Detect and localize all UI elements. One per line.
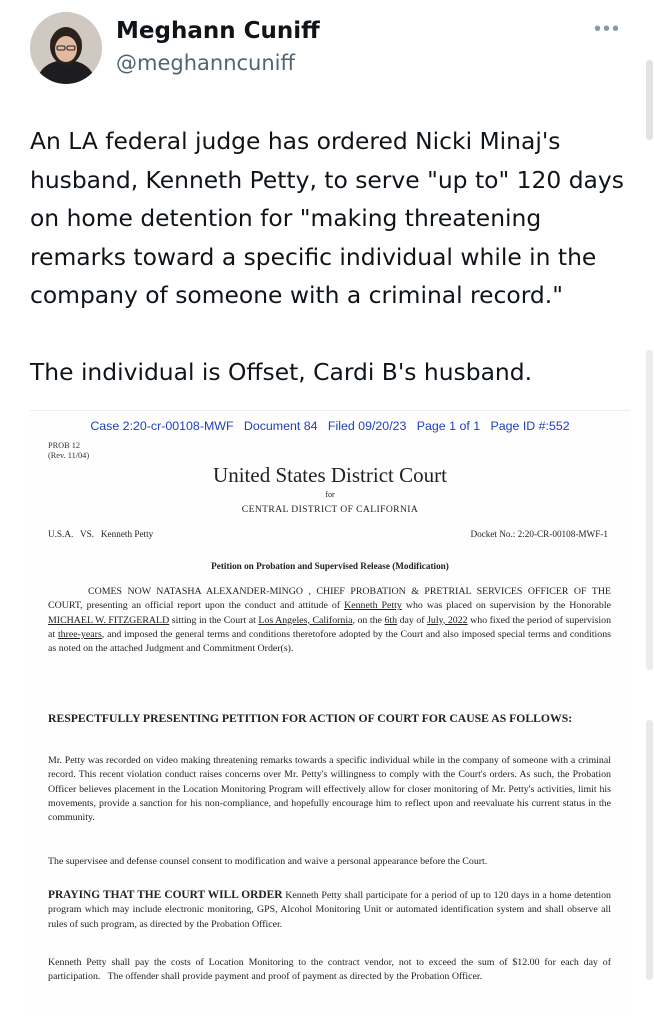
form-code xyxy=(48,441,89,461)
court-title: United States District Court xyxy=(213,463,447,487)
prob-rev: (Rev. 11/04) xyxy=(48,451,90,460)
consent-paragraph: The supervisee and defense counsel consent to modification and waive a personal appearance before the Court. xyxy=(48,856,488,867)
parties: U.S.A. VS. Kenneth Petty xyxy=(48,529,154,539)
author-handle[interactable]: @meghanncuniff xyxy=(116,51,295,75)
order-paragraph: PRAYING THAT THE COURT WILL ORDER Kenneth Petty shall participate for a period of up to 120 days in a home detention program which may include electronic monitoring, GPS, Alcohol Monitoring Unit or automated identification system and shall observe all rules of such program, as directed by the Probation Officer. xyxy=(48,889,611,930)
scroll-edge xyxy=(640,0,654,1024)
tweet-text xyxy=(30,122,630,392)
intro-paragraph: COMES NOW NATASHA ALEXANDER-MINGO , CHIEF PROBATION & PRETRIAL SERVICES OFFICER OF THE COURT, presenting an official report upon the conduct and attitude of Kenneth Petty who was placed on supervision by the Honorable MICHAEL W. FITZGERALD sitting in the Court at Los Angeles, California, on the 6th day of July, 2022 who fixed the period of supervision at three-years, and imposed the general terms and conditions theretofore adopted by the Court and also imposed special terms and conditions as noted on the attached Judgment and Commitment Order(s). xyxy=(48,586,612,655)
tweet-paragraph: An LA federal judge has ordered Nicki Minaj's husband, Kenneth Petty, to serve "up to" 120 days on home detention for "making threatening remarks toward a specific individual while in the company of someone with a criminal record." xyxy=(30,127,624,310)
case-header: Case 2:20-cr-00108-MWF Document 84 Filed 09/20/23 Page 1 of 1 Page ID #:552 xyxy=(90,419,570,433)
costs-paragraph: Kenneth Petty shall pay the costs of Location Monitoring to the contract vendor, not to exceed the sum of $12.00 for each day of participation. The offender shall provide payment and proof of payment as directed by the Probation Officer. xyxy=(48,957,614,983)
prob-code: PROB 12 xyxy=(48,441,81,450)
cause-paragraph: Mr. Petty was recorded on video making threatening remarks towards a specific individual while in the company of someone with a criminal record. This recent violation conduct raises concerns over Mr. Petty's willingness to comply with the Court's orders. As such, the Probation Officer believes placement in the Location Monitoring Program will effectively allow for closer monitoring of Mr. Petty's activities, limit his movements, provide a sanction for his non-compliance, and hopefully encourage him to reflect upon and reevaluate his current status in the community. xyxy=(48,755,611,824)
avatar[interactable] xyxy=(30,12,102,84)
author-name[interactable]: Meghann Cuniff xyxy=(116,18,320,44)
more-horizontal-icon[interactable]: ••• xyxy=(594,18,622,40)
district-name: CENTRAL DISTRICT OF CALIFORNIA xyxy=(241,504,419,515)
petition-title: Petition on Probation and Supervised Release (Modification) xyxy=(211,561,449,571)
tweet-paragraph: The individual is Offset, Cardi B's husband. xyxy=(30,357,533,386)
tweet-header xyxy=(0,0,654,100)
profile-photo-icon xyxy=(30,12,102,84)
attached-document-image[interactable] xyxy=(30,410,630,1016)
order-heading: PRAYING THAT THE COURT WILL ORDER xyxy=(48,889,283,901)
cause-heading: RESPECTFULLY PRESENTING PETITION FOR ACTION OF COURT FOR CAUSE AS FOLLOWS: xyxy=(48,712,573,725)
for-text: for xyxy=(325,490,335,499)
docket-number: Docket No.: 2:20-CR-00108-MWF-1 xyxy=(470,529,608,539)
